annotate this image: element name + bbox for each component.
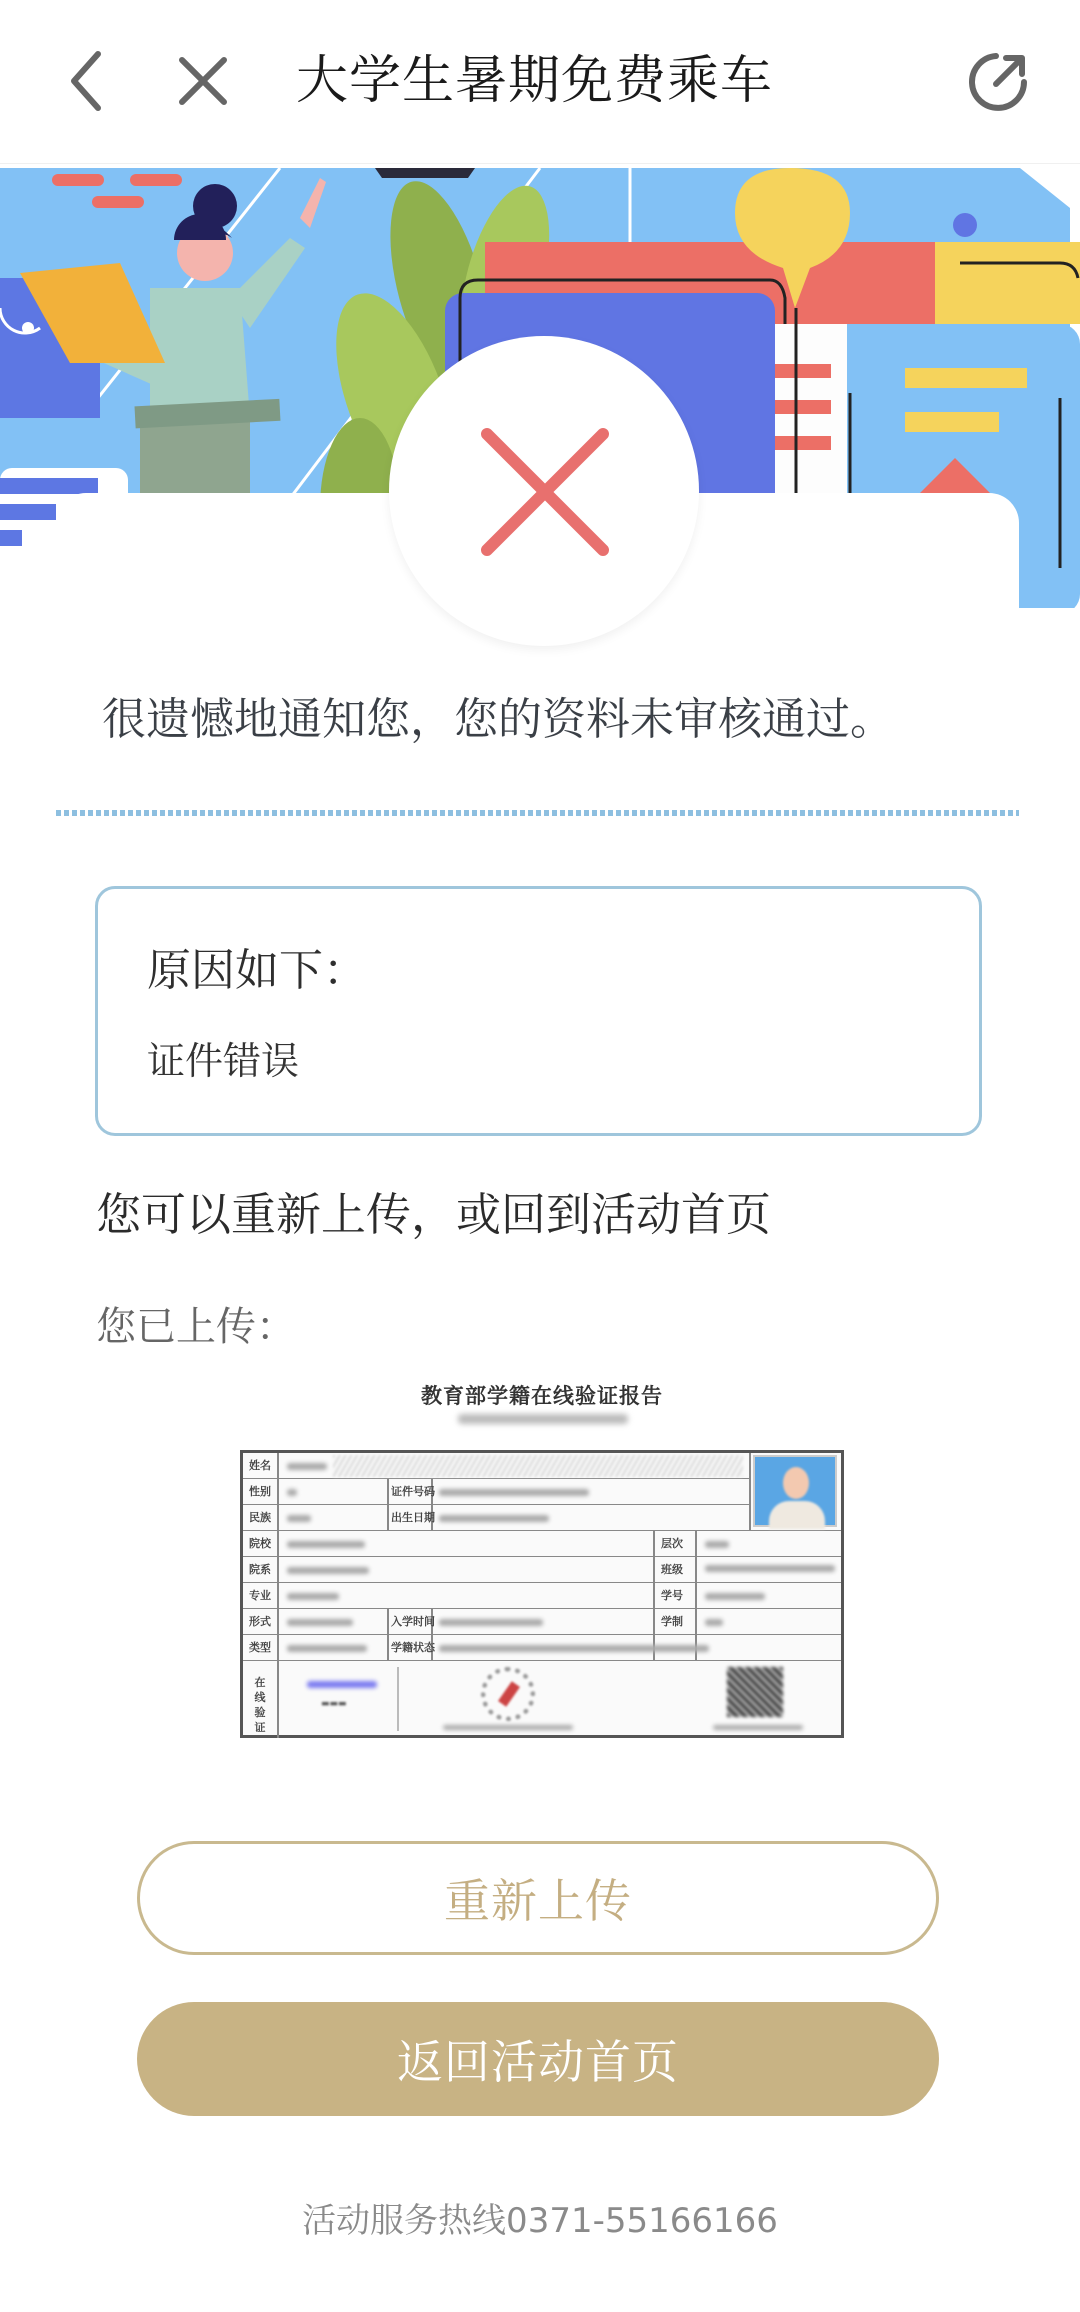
label-ethnicity: 民族 (249, 1511, 271, 1524)
uploaded-label: 您已上传： (96, 1304, 296, 1350)
top-navigation-bar (0, 0, 1080, 164)
status-icon-circle (389, 336, 699, 646)
document-table: 姓名 性别 证件号码 民族 出生日期 院校 层次 院系 班级 专业 学号 形式 入学时间 学制 类型 学籍状态 在线验证 ▬▬▬ (240, 1450, 844, 1738)
hint-text: 您可以重新上传，或回到活动首页 (96, 1188, 772, 1241)
red-x-icon (389, 336, 699, 646)
label-department: 院系 (249, 1563, 271, 1576)
back-to-home-button[interactable]: 返回活动首页 (137, 2002, 939, 2116)
service-hotline: 活动服务热线0371-55166166 (302, 2201, 778, 2241)
reason-title: 原因如下： (147, 945, 367, 996)
label-type: 类型 (249, 1641, 271, 1654)
rejection-message: 很遗憾地通知您，您的资料未审核通过。 (102, 694, 894, 745)
label-student-no: 学号 (661, 1589, 683, 1602)
document-title: 教育部学籍在线验证报告 (421, 1384, 663, 1408)
page-title: 大学生暑期免费乘车 (296, 51, 774, 111)
label-id-number: 证件号码 (391, 1485, 435, 1498)
uploaded-document-image[interactable] (238, 1380, 846, 1742)
close-icon[interactable] (172, 50, 234, 112)
document-subtitle-blurred (458, 1414, 628, 1424)
label-school: 院校 (249, 1537, 271, 1550)
label-name: 姓名 (249, 1459, 271, 1472)
label-form: 形式 (249, 1615, 271, 1628)
dotted-divider (56, 810, 1019, 816)
reason-box (95, 886, 982, 1136)
reupload-button[interactable]: 重新上传 (137, 1841, 939, 1955)
chevron-left-icon[interactable] (62, 46, 112, 116)
label-gender: 性别 (249, 1485, 271, 1498)
label-level: 层次 (661, 1537, 683, 1550)
label-class: 班级 (661, 1563, 683, 1576)
share-icon[interactable] (962, 44, 1036, 118)
label-online-verify: 在线验证 (254, 1676, 266, 1734)
qr-code-icon (727, 1667, 783, 1717)
label-major: 专业 (249, 1589, 271, 1602)
label-status: 学籍状态 (391, 1641, 435, 1654)
label-birth-date: 出生日期 (391, 1511, 435, 1524)
label-enroll-date: 入学时间 (391, 1615, 435, 1628)
label-duration: 学制 (661, 1615, 683, 1628)
student-photo (753, 1455, 837, 1527)
reason-value: 证件错误 (147, 1039, 300, 1083)
